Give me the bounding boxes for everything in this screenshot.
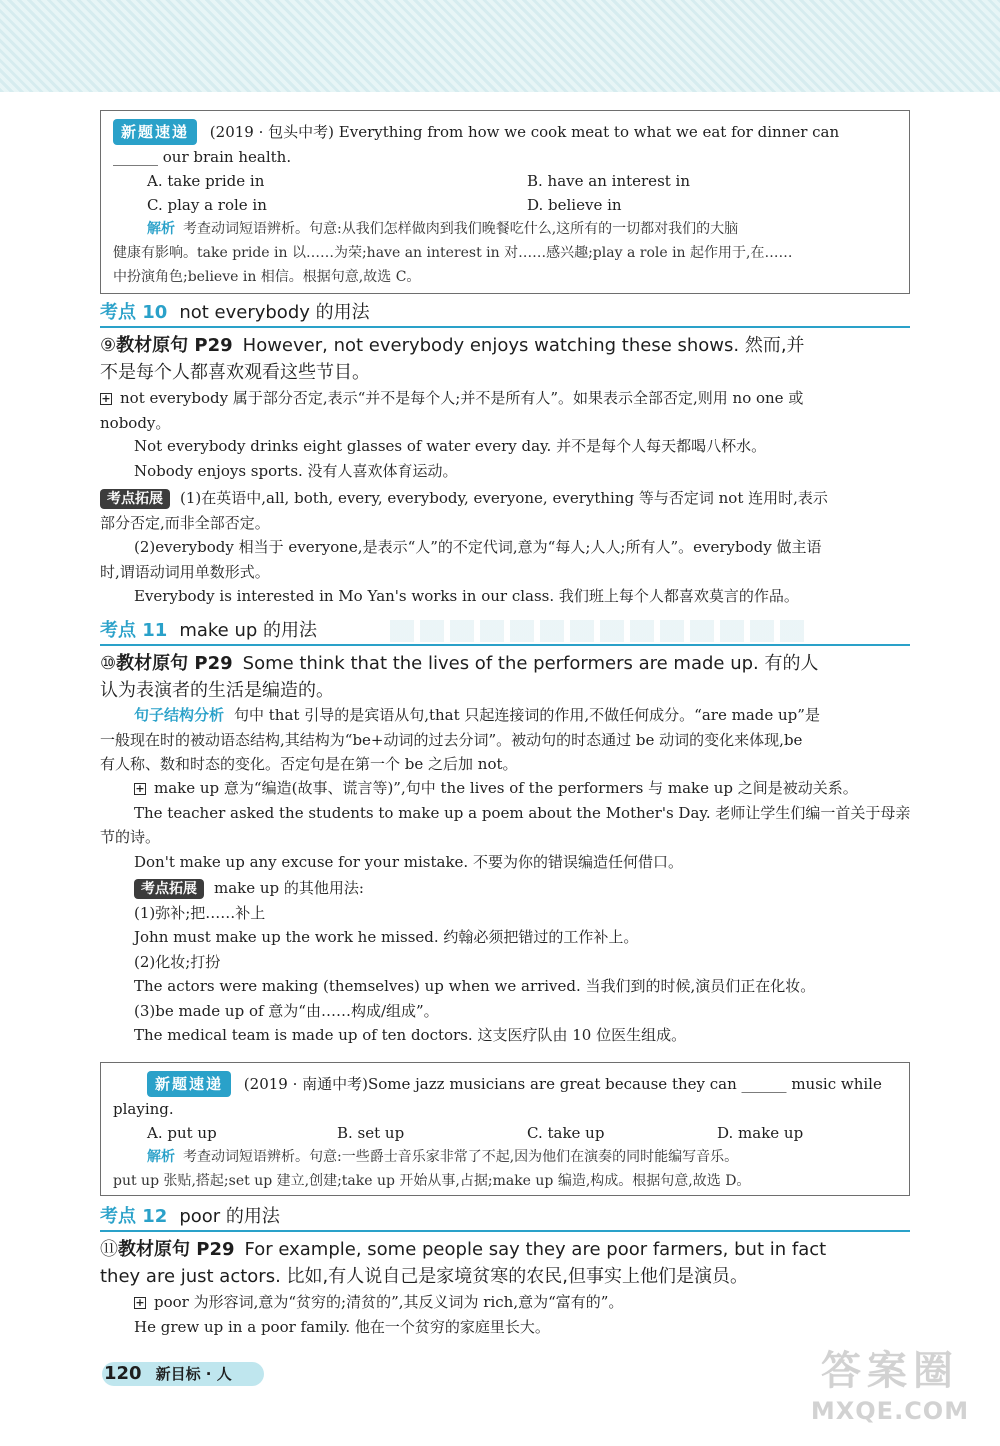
practice-box-1: 新题速递 (2019 · 包头中考) Everything from how we cook meat to what we eat for dinner can ______ our brain health. A. take pride in B. have an interest in C. play a role in D. believe in 解析 考查动词短语辨析。句意:从我们怎样做肉到我们晚餐吃什么,这所有的一切都对我们的大脑 健康有影响。take pride in 以……为荣;have an interest in 对……感兴趣;play a role in 起作用于,在…… 中扮演角色;believe in 相信。根据句意,故选 C。 bbox=[100, 110, 910, 294]
option-a: A. take pride in bbox=[147, 172, 265, 190]
note-make-up: + make up 意为“编造(故事、谎言等)”,句中 the lives of the performers 与 make up 之间是被动关系。 The teacher asked the students to make up a poem about the Mother's Day. 老师让学生们编一首关于母亲 节的诗。 Don't make up any excuse for your mistake. 不要为你的错误编造任何借口。 bbox=[100, 779, 911, 871]
question-stem: 新题速递 (2019 · 南通中考)Some jazz musicians are great because they can ______ music while bbox=[113, 1071, 899, 1097]
section-header-12: 考点 12 poor 的用法 bbox=[100, 1204, 910, 1232]
section-header-10: 考点 10 not everybody 的用法 bbox=[100, 300, 910, 328]
plus-icon: + bbox=[135, 782, 145, 795]
note-not-everybody: + not everybody 属于部分否定,表示“并不是每个人;并不是所有人”。如果表示全部否定,则用 no one 或 nobody。 bbox=[100, 389, 804, 432]
new-question-badge: 新题速递 bbox=[147, 1071, 231, 1097]
extension-badge: 考点拓展 bbox=[100, 489, 170, 509]
sentence-analysis: 句子结构分析 句中 that 引导的是宾语从句,that 只起连接词的作用,不做任何成分。“are made up”是 一般现在时的被动语态结构,其结构为“be+动词的过去分词”。被动句的时态通过 be 动词的变化来体现,be 有人称、数和时态的变化。否定句是在第一个 be 之后加 not。 bbox=[100, 706, 820, 773]
top-pattern-band bbox=[0, 0, 1000, 92]
options-row-1 bbox=[113, 169, 899, 193]
textbook-sentence-9: ⑨教材原句 P29 However, not everybody enjoys watching these shows. 然而,并 不是每个人都喜欢观看这些节目。 bbox=[100, 335, 805, 383]
note-poor: + poor 为形容词,意为“贫穷的;清贫的”,其反义词为 rich,意为“富有的”。 He grew up in a poor family. 他在一个贫穷的家庭里长大。 bbox=[134, 1293, 624, 1336]
watermark-logo: 答案圈 MXQE.COM bbox=[810, 1348, 970, 1425]
page-number: 120 bbox=[104, 1363, 142, 1384]
practice-box-2: 新题速递 (2019 · 南通中考)Some jazz musicians are great because they can ______ music while playing. A. put up B. set up C. take up D. make up 解析 考查动词短语辨析。句意:一些爵士音乐家非常了不起,因为他们在演奏的同时能编写音乐。 put up 张贴,搭起;set up 建立,创建;take up 开始从事,占据;make up 编造,构成。根据句意,故选 D。 bbox=[100, 1062, 910, 1196]
option-c: C. take up bbox=[527, 1124, 605, 1142]
option-b: B. set up bbox=[337, 1124, 405, 1142]
header-decoration bbox=[390, 620, 810, 642]
section-header-11: 考点 11 make up 的用法 bbox=[100, 618, 910, 646]
option-b: B. have an interest in bbox=[527, 172, 691, 190]
extension-11: 考点拓展 make up 的其他用法: (1)弥补;把……补上 John must make up the work he missed. 约翰必须把错过的工作补上。 (2)化妆;打扮 The actors were making (themselves) up when we arrived. 当我们到的时候,演员们正在化妆。 (3)be made up of 意为“由……构成/组成”。 The medical team is made up of ten doctors. 这支医疗队由 10 位医生组成。 bbox=[134, 879, 816, 1044]
options-row-2 bbox=[113, 193, 899, 217]
option-c: C. play a role in bbox=[147, 196, 267, 214]
page-footer bbox=[102, 1362, 264, 1386]
option-d: D. make up bbox=[717, 1124, 804, 1142]
answer-blank: ______ bbox=[113, 148, 158, 166]
textbook-sentence-10: ⑩教材原句 P29 Some think that the lives of the performers are made up. 有的人 认为表演者的生活是编造的。 bbox=[100, 653, 819, 701]
examples-10: Not everybody drinks eight glasses of water every day. 并不是每个人每天都喝八杯水。 Nobody enjoys sports. 没有人喜欢体育运动。 bbox=[134, 437, 767, 480]
answer-blank: ______ bbox=[741, 1075, 787, 1093]
book-label: 新目标 · 人 bbox=[155, 1365, 232, 1383]
analysis: 解析 考查动词短语辨析。句意:一些爵士音乐家非常了不起,因为他们在演奏的同时能编写音乐。 bbox=[147, 1149, 739, 1165]
extension-badge: 考点拓展 bbox=[134, 879, 204, 899]
option-d: D. believe in bbox=[527, 196, 622, 214]
extension-10: 考点拓展 (1)在英语中,all, both, every, everybody, everyone, everything 等与否定词 not 连用时,表示 部分否定,而非全部否定。 (2)everybody 相当于 everyone,是表示“人”的不定代词,意为“每人;人人;所有人”。everybody 做主语 时,谓语动词用单数形式。 Everybody is interested in Mo Yan's works in our class. 我们班上每个人都喜欢莫言的作品。 bbox=[100, 489, 828, 605]
question-stem: 新题速递 (2019 · 包头中考) Everything from how we cook meat to what we eat for dinner can bbox=[113, 119, 899, 145]
plus-icon: + bbox=[135, 1296, 145, 1309]
plus-icon: + bbox=[101, 392, 111, 405]
options-row bbox=[113, 1121, 899, 1145]
analysis: 解析 考查动词短语辨析。句意:从我们怎样做肉到我们晚餐吃什么,这所有的一切都对我们的大脑 bbox=[147, 221, 739, 237]
textbook-sentence-11: ⑪教材原句 P29 For example, some people say they are poor farmers, but in fact they are just actors. 比如,有人说自己是家境贫寒的农民,但事实上他们是演员。 bbox=[100, 1239, 827, 1287]
new-question-badge: 新题速递 bbox=[113, 119, 197, 145]
option-a: A. put up bbox=[147, 1124, 217, 1142]
